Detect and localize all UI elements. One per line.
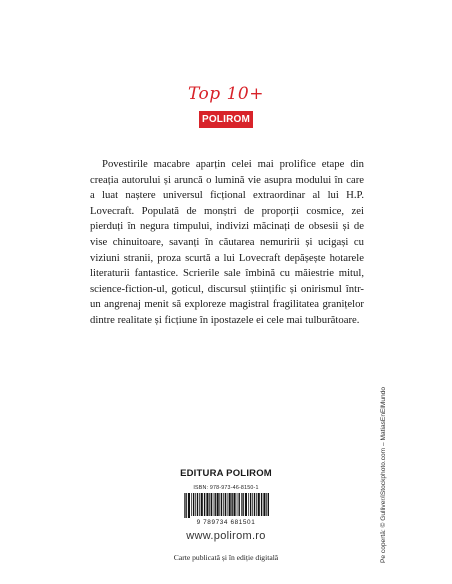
publisher-badge: POLIROM [199,111,253,128]
barcode-digits: 9 789734 681501 [196,519,256,526]
digital-edition-note: Carte publicată și în ediție digitală [173,553,279,562]
series-logo: Top 10+ [188,84,264,104]
isbn-number: ISBN: 978-973-46-8150-1 [193,485,259,491]
cover-photo-credit: Pe copertă: © Gulliver/iStockphoto.com – MatiasEnElMundo [380,386,387,563]
back-cover-blurb: Povestirile macabre aparțin celei mai prolifice etape din creația autorului și aruncă o lumină vie asupra modului în care a luat naștere universul ficțional extraordinar al lui H.P. Lovecraft. Populată de monștri de proporții cosmice, zei pierduți în negura timpului, indivizi măcinați de obsesii și de vise chinuitoare, savanți în căutarea nemuririi și ucigași cu viziuni stranii, proza scurtă a lui Lovecraft depășește hotarele literaturii fantastice. Scrierile sale îmbină cu măiestrie mitul, science-fiction-ul, goticul, discursul științific și onirismul într-un angrenaj menit să exploreze magistral fragilitatea granițelor dintre realitate și ficțiune în ipostazele ei cele mai tulburătoare. [90,158,364,326]
barcode-image [180,493,272,518]
publisher-website: www.polirom.ro [186,530,266,542]
publisher-name: EDITURA POLIROM [180,468,272,479]
isbn-block [180,484,272,526]
